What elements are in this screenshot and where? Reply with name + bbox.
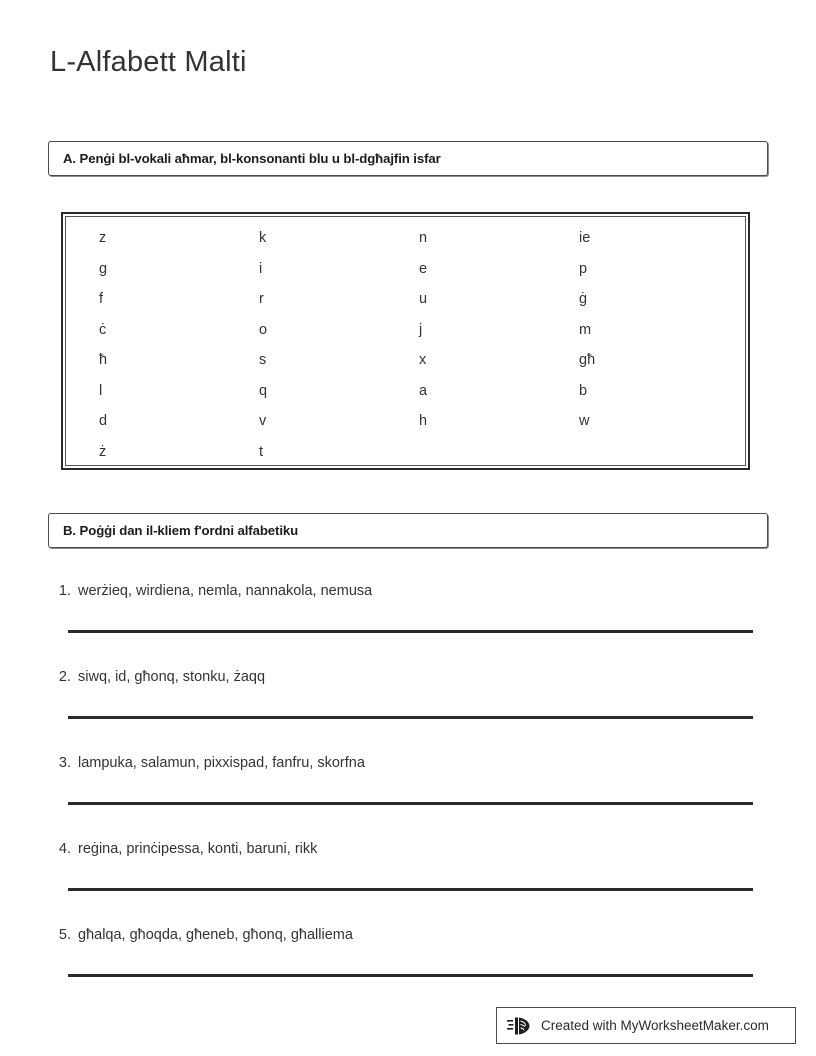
letter-cell[interactable]: k [259,230,267,246]
letter-row [66,384,745,415]
letter-cell[interactable]: b [579,382,588,399]
letter-cell[interactable]: z [99,230,107,246]
letter-cell[interactable]: f [99,291,104,307]
worksheet-maker-logo-icon [507,1015,533,1037]
letter-cell[interactable]: l [99,382,103,399]
answer-line[interactable] [68,802,753,805]
page-title: L-Alfabett Malti [50,46,247,78]
letter-cell[interactable]: d [99,413,108,429]
list-item [48,927,768,1013]
letter-cell[interactable]: x [419,352,427,368]
list-item-number: 2. [58,669,71,685]
letter-cell[interactable]: n [419,230,428,246]
list-item [48,669,768,755]
created-with-label: Created with MyWorksheetMaker.com [541,1018,769,1033]
letter-row [66,292,745,323]
list-item-words: reġina, prinċipessa, konti, baruni, rikk [78,841,318,857]
list-item-words: werżieq, wirdiena, nemla, nannakola, nemusa [78,583,373,599]
list-item-number: 3. [58,755,71,771]
letter-row [66,445,745,476]
letter-cell[interactable]: u [419,291,428,307]
list-item-words: lampuka, salamun, pixxispad, fanfru, skorfna [78,755,365,771]
letter-cell[interactable]: ġ [579,291,588,307]
letter-cell[interactable]: ħ [99,352,108,368]
letter-cell[interactable]: m [579,321,592,338]
letter-cell[interactable]: i [259,260,263,277]
section-b-header [48,513,768,548]
list-item [48,841,768,927]
letter-cell[interactable]: e [419,260,428,277]
letter-cell[interactable]: o [259,321,268,338]
letter-cell[interactable]: w [579,413,590,429]
section-a-instruction: A. Penġi bl-vokali aħmar, bl-konsonanti blu u bl-dgħajfin isfar [63,151,441,166]
answer-line[interactable] [68,716,753,719]
created-with-badge[interactable] [496,1007,796,1044]
letter-cell[interactable]: t [259,443,264,460]
alphabet-letter-grid [61,212,750,470]
letter-cell[interactable]: r [259,291,264,307]
letter-cell[interactable]: q [259,382,268,399]
letter-row [66,262,745,293]
letter-cell[interactable]: v [259,413,267,429]
list-item [48,755,768,841]
answer-line[interactable] [68,888,753,891]
answer-line[interactable] [68,974,753,977]
letter-cell[interactable]: ċ [99,321,107,338]
list-item-number: 4. [58,841,71,857]
letter-row [66,353,745,384]
letter-row [66,414,745,445]
alphabet-letter-grid-inner [65,216,746,466]
list-item [48,583,768,669]
letter-cell[interactable]: a [419,382,428,399]
letter-cell[interactable]: p [579,260,588,277]
list-item-number: 1. [58,583,71,599]
letter-cell[interactable]: s [259,352,267,368]
letter-cell[interactable]: ż [99,443,107,460]
letter-cell[interactable]: g [99,260,108,277]
letter-cell[interactable]: għ [579,352,596,368]
section-b-instruction: B. Poġġi dan il-kliem f'ordni alfabetiku [63,523,299,538]
list-item-words: għalqa, għoqda, għeneb, għonq, għalliema [78,927,353,943]
letter-cell[interactable]: j [419,321,423,338]
ordered-word-list [48,583,768,1013]
answer-line[interactable] [68,630,753,633]
list-item-number: 5. [58,927,71,943]
letter-row [66,231,745,262]
letter-row [66,323,745,354]
section-a-header [48,141,768,176]
letter-cell[interactable]: ie [579,230,591,246]
letter-cell[interactable]: h [419,413,428,429]
list-item-words: siwq, id, għonq, stonku, żaqq [78,669,266,685]
